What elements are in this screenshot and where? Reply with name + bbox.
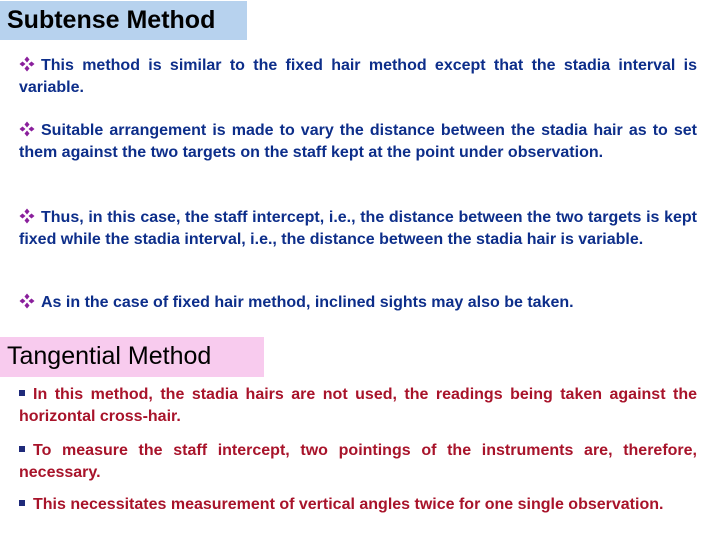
square-bullet-icon bbox=[19, 390, 25, 396]
square-bullet-icon bbox=[19, 446, 25, 452]
bullet-text: To measure the staff intercept, two pointings of the instruments are, therefore, necessary. bbox=[19, 442, 697, 481]
diamond-bullet-icon bbox=[19, 208, 35, 224]
diamond-bullet-icon bbox=[19, 293, 35, 309]
diamond-bullet-icon bbox=[19, 56, 35, 72]
bullet-text: This method is similar to the fixed hair method except that the stadia interval is variable. bbox=[19, 57, 697, 96]
bullet-item bbox=[19, 120, 697, 164]
bullet-text: Suitable arrangement is made to vary the distance between the stadia hair as to set them against the two targets on the staff kept at the point under observation. bbox=[19, 122, 697, 161]
bullet-text: This necessitates measurement of vertical angles twice for one single observation. bbox=[33, 496, 664, 513]
bullet-item bbox=[19, 207, 697, 251]
section-title-tangential-method: Tangential Method bbox=[0, 337, 264, 377]
diamond-bullet-icon bbox=[19, 121, 35, 137]
section-title-subtense-method: Subtense Method bbox=[0, 1, 247, 40]
bullet-item bbox=[19, 384, 697, 428]
bullet-item bbox=[19, 440, 697, 484]
bullet-item bbox=[19, 292, 697, 314]
bullet-text: As in the case of fixed hair method, inclined sights may also be taken. bbox=[41, 294, 574, 311]
bullet-item bbox=[19, 55, 697, 99]
square-bullet-icon bbox=[19, 500, 25, 506]
bullet-text: In this method, the stadia hairs are not used, the readings being taken against the horizontal cross-hair. bbox=[19, 386, 697, 425]
bullet-text: Thus, in this case, the staff intercept, i.e., the distance between the two targets is kept fixed while the stadia interval, i.e., the distance between the stadia hair is variable. bbox=[19, 209, 697, 248]
bullet-item bbox=[19, 494, 697, 516]
